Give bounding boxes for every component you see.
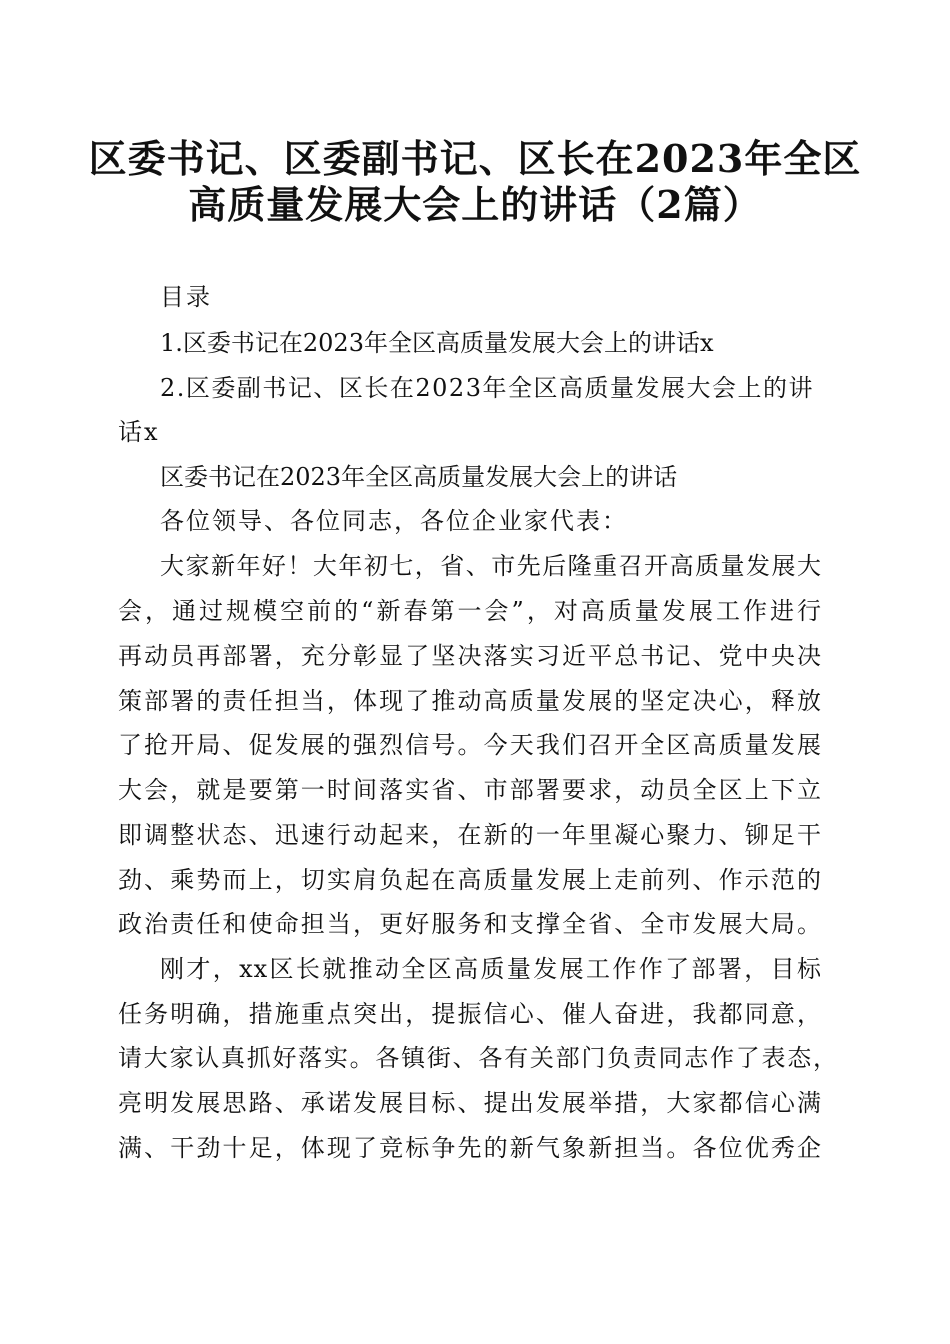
toc-label: 目录 <box>160 283 212 311</box>
paragraph-2-line: 请大家认真抓好落实。各镇街、各有关部门负责同志作了表态， <box>118 1044 838 1072</box>
document-title-line-2: 高质量发展大会上的讲话（2篇） <box>188 182 762 227</box>
paragraph-1-line: 了抢开局、促发展的强烈信号。今天我们召开全区高质量发展 <box>118 731 822 759</box>
paragraph-1-line: 即调整状态、迅速行动起来，在新的一年里凝心聚力、铆足干 <box>118 821 822 849</box>
paragraph-2-line: 亮明发展思路、承诺发展目标、提出发展举措，大家都信心满 <box>118 1089 822 1117</box>
salutation: 各位领导、各位同志，各位企业家代表： <box>160 507 628 535</box>
paragraph-2-line: 刚才，xx区长就推动全区高质量发展工作作了部署，目标 <box>160 955 822 983</box>
paragraph-1-line: 再动员再部署，充分彰显了坚决落实习近平总书记、党中央决 <box>118 642 822 670</box>
document-title-line-1: 区委书记、区委副书记、区长在2023年全区 <box>88 136 862 181</box>
toc-item-1: 1.区委书记在2023年全区高质量发展大会上的讲话x <box>160 329 714 357</box>
paragraph-2-line: 任务明确，措施重点突出，提振信心、催人奋进，我都同意， <box>118 1000 822 1028</box>
toc-item-2-continued: 话x <box>118 418 160 446</box>
section-title: 区委书记在2023年全区高质量发展大会上的讲话 <box>160 463 678 491</box>
paragraph-1-line: 政治责任和使命担当，更好服务和支撑全省、全市发展大局。 <box>118 910 822 938</box>
toc-item-2: 2.区委副书记、区长在2023年全区高质量发展大会上的讲 <box>160 374 814 402</box>
paragraph-1-line: 劲、乘势而上，切实肩负起在高质量发展上走前列、作示范的 <box>118 866 822 894</box>
paragraph-1-line: 策部署的责任担当，体现了推动高质量发展的坚定决心，释放 <box>118 687 822 715</box>
paragraph-1-line: 大家新年好！大年初七，省、市先后隆重召开高质量发展大 <box>160 552 822 580</box>
paragraph-1-line: 会，通过规模空前的“新春第一会”，对高质量发展工作进行 <box>118 597 822 625</box>
paragraph-1-line: 大会，就是要第一时间落实省、市部署要求，动员全区上下立 <box>118 776 822 804</box>
paragraph-2-line: 满、干劲十足，体现了竞标争先的新气象新担当。各位优秀企 <box>118 1134 822 1162</box>
